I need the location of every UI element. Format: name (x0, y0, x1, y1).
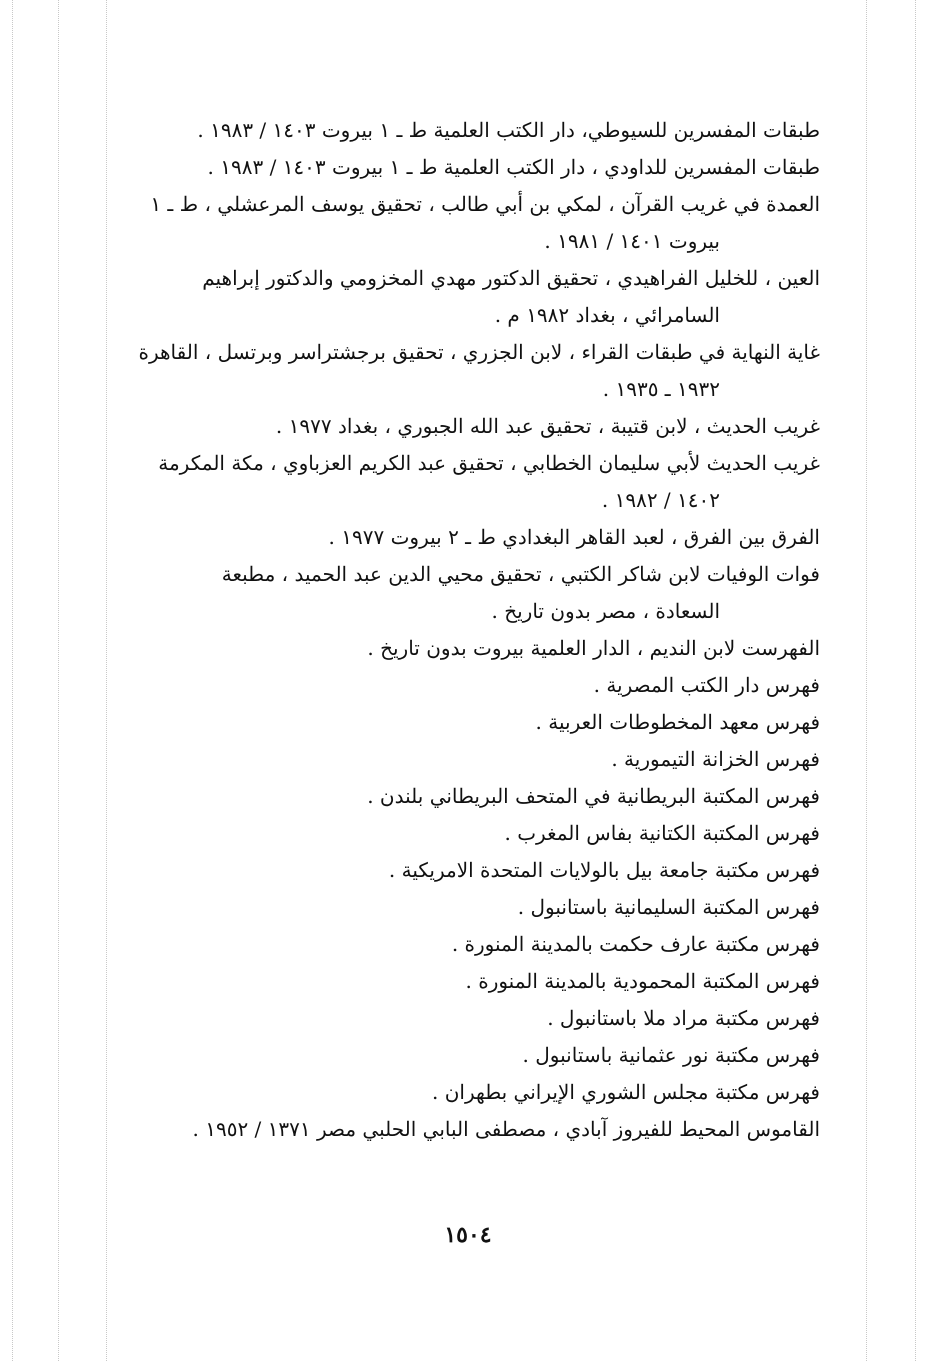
entry-line: فهرس المكتبة البريطانية في المتحف البريطاني بلندن . (367, 784, 820, 808)
entry-continuation-line: ١٤٠٢ / ١٩٨٢ . (601, 488, 720, 512)
bibliography-entry (132, 852, 820, 889)
entry-line: الفهرست لابن النديم ، الدار العلمية بيروت بدون تاريخ . (367, 636, 820, 660)
bibliography-entry (132, 519, 820, 556)
bibliography-entry (132, 1074, 820, 1111)
page-number: ١٥٠٤ (444, 1222, 492, 1248)
entry-continuation-line: السعادة ، مصر بدون تاريخ . (491, 599, 720, 623)
entry-line: فهرس مكتبة عارف حكمت بالمدينة المنورة . (451, 932, 820, 956)
entry-line: طبقات المفسرين للسيوطي، دار الكتب العلمية ط ـ ١ بيروت ١٤٠٣ / ١٩٨٣ . (197, 118, 820, 142)
entry-line: طبقات المفسرين للداودي ، دار الكتب العلمية ط ـ ١ بيروت ١٤٠٣ / ١٩٨٣ . (207, 155, 820, 179)
entry-line: غريب الحديث لأبي سليمان الخطابي ، تحقيق عبد الكريم العزباوي ، مكة المكرمة (158, 451, 820, 475)
bibliography-entry (132, 926, 820, 963)
scan-guide-line (12, 0, 13, 1361)
bibliography-entry (132, 112, 820, 149)
entry-line: فهرس معهد المخطوطات العربية . (535, 710, 820, 734)
scan-guide-line (106, 0, 107, 1361)
entry-line: القاموس المحيط للفيروز آبادي ، مصطفى البابي الحلبي مصر ١٣٧١ / ١٩٥٢ . (192, 1117, 820, 1141)
entry-line: فهرس مكتبة مجلس الشوري الإيراني بطهران . (432, 1080, 820, 1104)
bibliography-entry (132, 963, 820, 1000)
bibliography-entry (132, 704, 820, 741)
bibliography-entry (132, 667, 820, 704)
entry-line: غاية النهاية في طبقات القراء ، لابن الجزري ، تحقيق برجشتراسر وبرتسل ، القاهرة (138, 340, 820, 364)
bibliography-entry (132, 630, 820, 667)
entry-line: العمدة في غريب القرآن ، لمكي بن أبي طالب ، تحقيق يوسف المرعشلي ، ط ـ ١ (150, 192, 820, 216)
scan-guide-line (866, 0, 867, 1361)
bibliography-list (132, 112, 820, 1148)
bibliography-entry (132, 1037, 820, 1074)
scan-guide-line (58, 0, 59, 1361)
bibliography-entry (132, 1000, 820, 1037)
bibliography-entry (132, 260, 820, 334)
entry-line: فوات الوفيات لابن شاكر الكتبي ، تحقيق محيي الدين عبد الحميد ، مطبعة (221, 562, 820, 586)
entry-continuation-line: بيروت ١٤٠١ / ١٩٨١ . (544, 229, 720, 253)
entry-line: فهرس دار الكتب المصرية . (593, 673, 820, 697)
bibliography-entry (132, 334, 820, 408)
entry-line: العين ، للخليل الفراهيدي ، تحقيق الدكتور مهدي المخزومي والدكتور إبراهيم (202, 266, 820, 290)
bibliography-entry (132, 815, 820, 852)
entry-line: فهرس المكتبة السليمانية باستانبول . (517, 895, 820, 919)
bibliography-entry (132, 889, 820, 926)
bibliography-page (132, 112, 820, 1148)
entry-line: فهرس الخزانة التيمورية . (611, 747, 820, 771)
bibliography-entry (132, 778, 820, 815)
bibliography-entry (132, 556, 820, 630)
bibliography-entry (132, 1111, 820, 1148)
scan-guide-line (915, 0, 916, 1361)
bibliography-entry (132, 186, 820, 260)
entry-line: الفرق بين الفرق ، لعبد القاهر البغدادي ط ـ ٢ بيروت ١٩٧٧ . (328, 525, 820, 549)
entry-line: غريب الحديث ، لابن قتيبة ، تحقيق عبد الله الجبوري ، بغداد ١٩٧٧ . (275, 414, 820, 438)
entry-continuation-line: السامرائي ، بغداد ١٩٨٢ م . (494, 303, 720, 327)
entry-continuation-line: ١٩٣٢ ـ ١٩٣٥ . (602, 377, 720, 401)
bibliography-entry (132, 445, 820, 519)
bibliography-entry (132, 408, 820, 445)
bibliography-entry (132, 741, 820, 778)
entry-line: فهرس مكتبة مراد ملا باستانبول . (547, 1006, 820, 1030)
entry-line: فهرس مكتبة نور عثمانية باستانبول . (522, 1043, 820, 1067)
entry-line: فهرس مكتبة جامعة بيل بالولايات المتحدة الامريكية . (388, 858, 820, 882)
bibliography-entry (132, 149, 820, 186)
entry-line: فهرس المكتبة الكتانية بفاس المغرب . (504, 821, 820, 845)
entry-line: فهرس المكتبة المحمودية بالمدينة المنورة . (465, 969, 820, 993)
